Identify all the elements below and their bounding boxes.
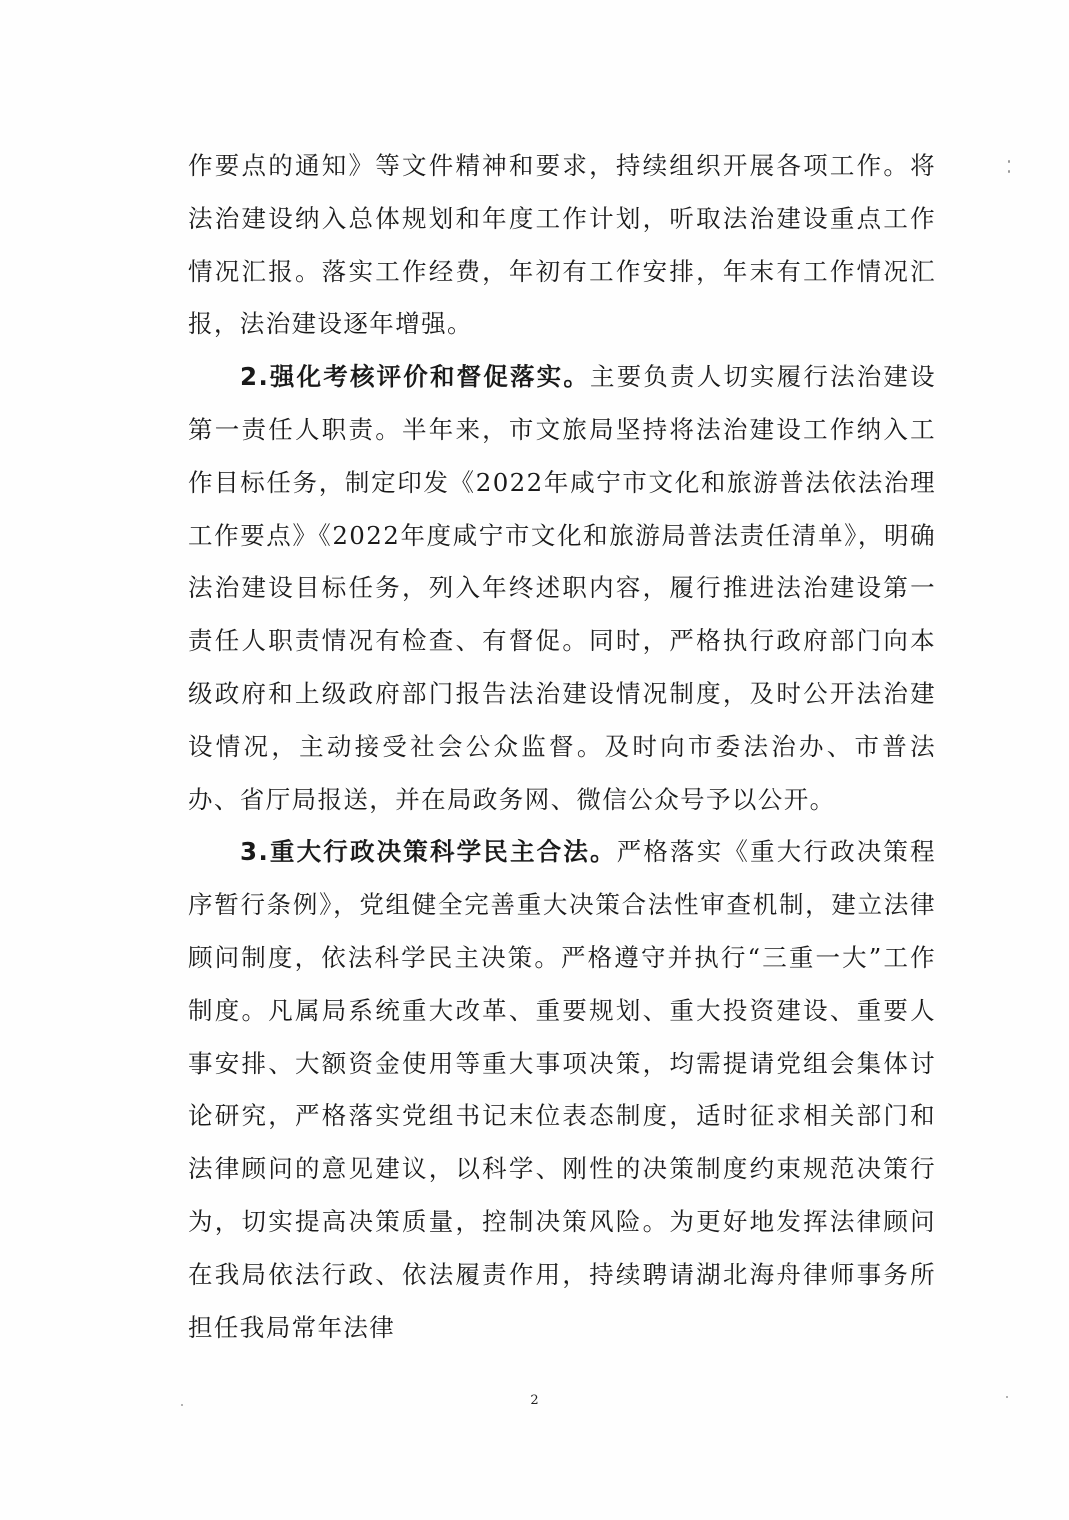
page-number: 2 [530, 1393, 539, 1408]
paragraph-3-heading: 3.重大行政决策科学民主合法。 [240, 837, 617, 867]
paragraph-2-heading: 2.强化考核评价和督促落实。 [240, 362, 591, 392]
paragraph-1 [188, 140, 936, 351]
scan-speck [1008, 170, 1010, 173]
paragraph-1-text: 作要点的通知》等文件精神和要求，持续组织开展各项工作。将法治建设纳入总体规划和年度工作计划，听取法治建设重点工作情况汇报。落实工作经费，年初有工作安排，年末有工作情况汇报，法治建设逐年增强。 [188, 151, 936, 339]
scan-speck [181, 1404, 183, 1406]
paragraph-2-text: 主要负责人切实履行法治建设第一责任人职责。半年来，市文旅局坚持将法治建设工作纳入工作目标任务，制定印发《2022年咸宁市文化和旅游普法依法治理工作要点》《2022年度咸宁市文化和旅游局普法责任清单》，明确法治建设目标任务，列入年终述职内容，履行推进法治建设第一责任人职责情况有检查、有督促。同时，严格执行政府部门向本级政府和上级政府部门报告法治建设情况制度，及时公开法治建设情况，主动接受社会公众监督。及时向市委法治办、市普法办、省厅局报送，并在局政务网、微信公众号予以公开。 [188, 362, 936, 814]
scan-speck [1006, 1396, 1008, 1398]
scan-speck [1008, 160, 1010, 163]
paragraph-3 [188, 826, 936, 1354]
paragraph-3-text: 严格落实《重大行政决策程序暂行条例》，党组健全完善重大决策合法性审查机制，建立法律顾问制度，依法科学民主决策。严格遵守并执行“三重一大”工作制度。凡属局系统重大改革、重要规划、重大投资建设、重要人事安排、大额资金使用等重大事项决策，均需提请党组会集体讨论研究，严格落实党组书记末位表态制度，适时征求相关部门和法律顾问的意见建议，以科学、刚性的决策制度约束规范决策行为，切实提高决策质量，控制决策风险。为更好地发挥法律顾问在我局依法行政、依法履责作用，持续聘请湖北海舟律师事务所担任我局常年法律 [188, 837, 936, 1342]
document-body [188, 140, 936, 1354]
paragraph-2 [188, 351, 936, 826]
